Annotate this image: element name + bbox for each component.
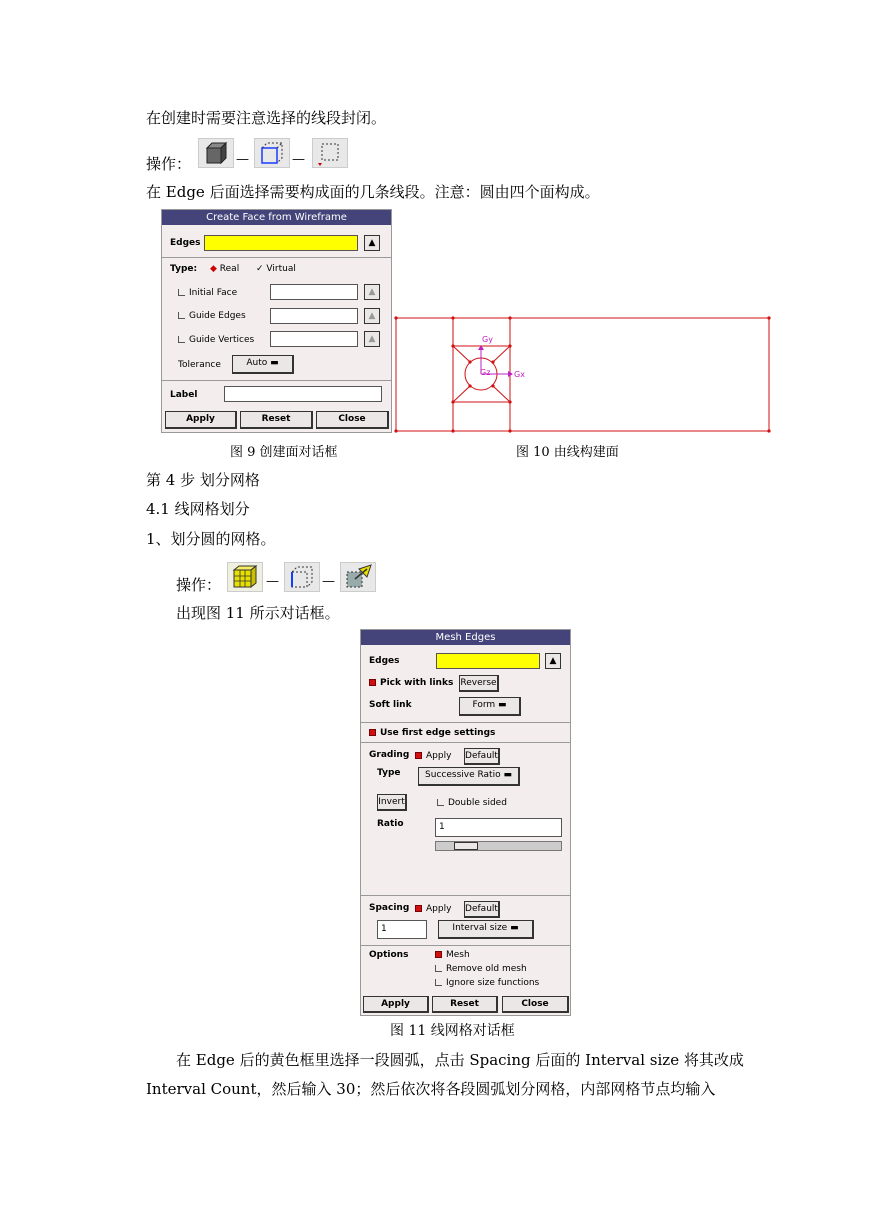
line-2: 在 Edge 后面选择需要构成面的几条线段。注意：圆由四个面构成。 [146,183,600,201]
guide-edges-checkbox[interactable] [178,311,246,321]
use-first-edge-checkbox[interactable] [369,728,495,738]
type-dropdown[interactable]: Successive Ratio ▬ [418,767,520,786]
form-value: Form [472,700,496,710]
tolerance-dropdown[interactable]: Auto ▬ [232,355,294,374]
create-face-dialog [161,209,392,433]
mesh-checkbox[interactable] [435,950,470,960]
reset-button[interactable]: Reset [240,411,313,429]
figure-10-wireframe [392,312,774,436]
ratio-field[interactable]: 1 [435,818,562,837]
caption-fig11: 图 11 线网格对话框 [390,1023,515,1039]
step-4-heading: 第 4 步 划分网格 [146,471,260,489]
spacing-value-field[interactable]: 1 [377,920,427,939]
wire-cube-icon[interactable] [254,138,290,168]
dash-3: — [266,574,279,589]
spacing-apply-checkbox[interactable] [415,904,451,914]
guide-edges-label: Guide Edges [189,311,246,321]
grading-default-button[interactable]: Default [464,748,500,765]
spacing-apply-label: Apply [426,904,452,914]
mesh-edges-dialog [360,629,571,1016]
mesh-label: Mesh [446,950,470,960]
dash-2: — [292,152,305,167]
edges-label: Edges [170,238,201,248]
separator [162,380,391,381]
label-label: Label [170,390,198,400]
separator [361,722,570,723]
type-label: Type [377,768,401,778]
grading-apply-label: Apply [426,751,452,761]
guide-vertices-field[interactable] [270,331,358,347]
gz-label: Gz [480,368,491,377]
paragraph-line-2: Interval Count，然后输入 30；然后依次将各段圆弧划分网格，内部网格节点均输入 [146,1080,716,1098]
solid-cube-icon[interactable] [198,138,234,168]
pick-with-links-label: Pick with links [380,678,454,688]
initial-face-field[interactable] [270,284,358,300]
mesh-edges-command-icon[interactable] [340,562,376,592]
ignore-size-functions-label: Ignore size functions [446,978,540,988]
guide-vertices-up-button[interactable]: ▲ [364,331,380,347]
guide-vertices-label: Guide Vertices [189,335,255,345]
edges-field[interactable] [436,653,540,669]
tolerance-label: Tolerance [178,360,221,370]
operation-label-1: 操作： [146,155,192,173]
grading-label: Grading [369,750,410,760]
type-virtual-radio[interactable]: ✓ Virtual [256,264,296,274]
separator [361,895,570,896]
section-4-1-heading: 4.1 线网格划分 [146,500,250,518]
operation-label-2: 操作： [176,576,222,594]
edge-mesh-icon[interactable] [284,562,320,592]
tolerance-value: Auto [246,358,268,368]
double-sided-label: Double sided [448,798,507,808]
caption-fig9: 图 9 创建面对话框 [230,445,338,460]
apply-button[interactable]: Apply [165,411,237,429]
paragraph-line-1: 在 Edge 后的黄色框里选择一段圆弧，点击 Spacing 后面的 Interval size 将其改成 [176,1051,744,1069]
edges-up-button[interactable]: ▲ [364,235,380,251]
item-1: 1、划分圆的网格。 [146,530,276,548]
initial-face-label: Initial Face [189,288,238,298]
line-3: 出现图 11 所示对话框。 [176,604,340,622]
dash-1: — [236,152,249,167]
gy-label: Gy [482,335,493,344]
type-label: Type: [170,264,198,274]
double-sided-checkbox[interactable] [437,798,507,808]
dialog-title: Create Face from Wireframe [162,210,391,225]
type-real-radio[interactable]: ◆ Real [210,264,240,274]
soft-link-label: Soft link [369,700,412,710]
remove-old-mesh-label: Remove old mesh [446,964,527,974]
options-label: Options [369,950,409,960]
use-first-edge-label: Use first edge settings [380,728,496,738]
reverse-button[interactable]: Reverse [459,675,499,692]
dialog-title: Mesh Edges [361,630,570,645]
type-virtual-label: Virtual [266,264,296,274]
initial-face-checkbox[interactable] [178,288,237,298]
gx-label: Gx [514,370,525,379]
grading-apply-checkbox[interactable] [415,751,451,761]
reset-button[interactable]: Reset [432,996,498,1013]
edges-up-button[interactable]: ▲ [545,653,561,669]
type-value: Successive Ratio [425,770,501,780]
interval-value: Interval size [452,923,508,933]
edges-label: Edges [369,656,400,666]
pick-with-links-checkbox[interactable] [369,678,453,688]
label-field[interactable] [224,386,382,402]
edges-field[interactable] [204,235,358,251]
soft-link-dropdown[interactable]: Form ▬ [459,697,521,716]
ignore-size-functions-checkbox[interactable] [435,978,539,988]
face-wire-icon[interactable] [312,138,348,168]
spacing-default-button[interactable]: Default [464,901,500,918]
spacing-label: Spacing [369,903,410,913]
separator [361,742,570,743]
separator [361,945,570,946]
close-button[interactable]: Close [502,996,569,1013]
close-button[interactable]: Close [316,411,389,429]
invert-button[interactable]: Invert [377,794,407,811]
dash-4: — [322,574,335,589]
guide-edges-up-button[interactable]: ▲ [364,308,380,324]
ratio-label: Ratio [377,819,404,829]
ratio-slider-handle[interactable] [454,842,478,850]
guide-vertices-checkbox[interactable] [178,335,254,345]
type-real-label: Real [219,264,240,274]
ratio-slider[interactable] [435,841,562,851]
mesh-volume-icon[interactable] [227,562,263,592]
remove-old-mesh-checkbox[interactable] [435,964,527,974]
caption-fig10: 图 10 由线构建面 [516,445,619,460]
interval-dropdown[interactable]: Interval size ▬ [438,920,534,939]
apply-button[interactable]: Apply [363,996,429,1013]
separator [162,257,391,258]
guide-edges-field[interactable] [270,308,358,324]
line-1: 在创建时需要注意选择的线段封闭。 [146,109,387,127]
initial-face-up-button[interactable]: ▲ [364,284,380,300]
